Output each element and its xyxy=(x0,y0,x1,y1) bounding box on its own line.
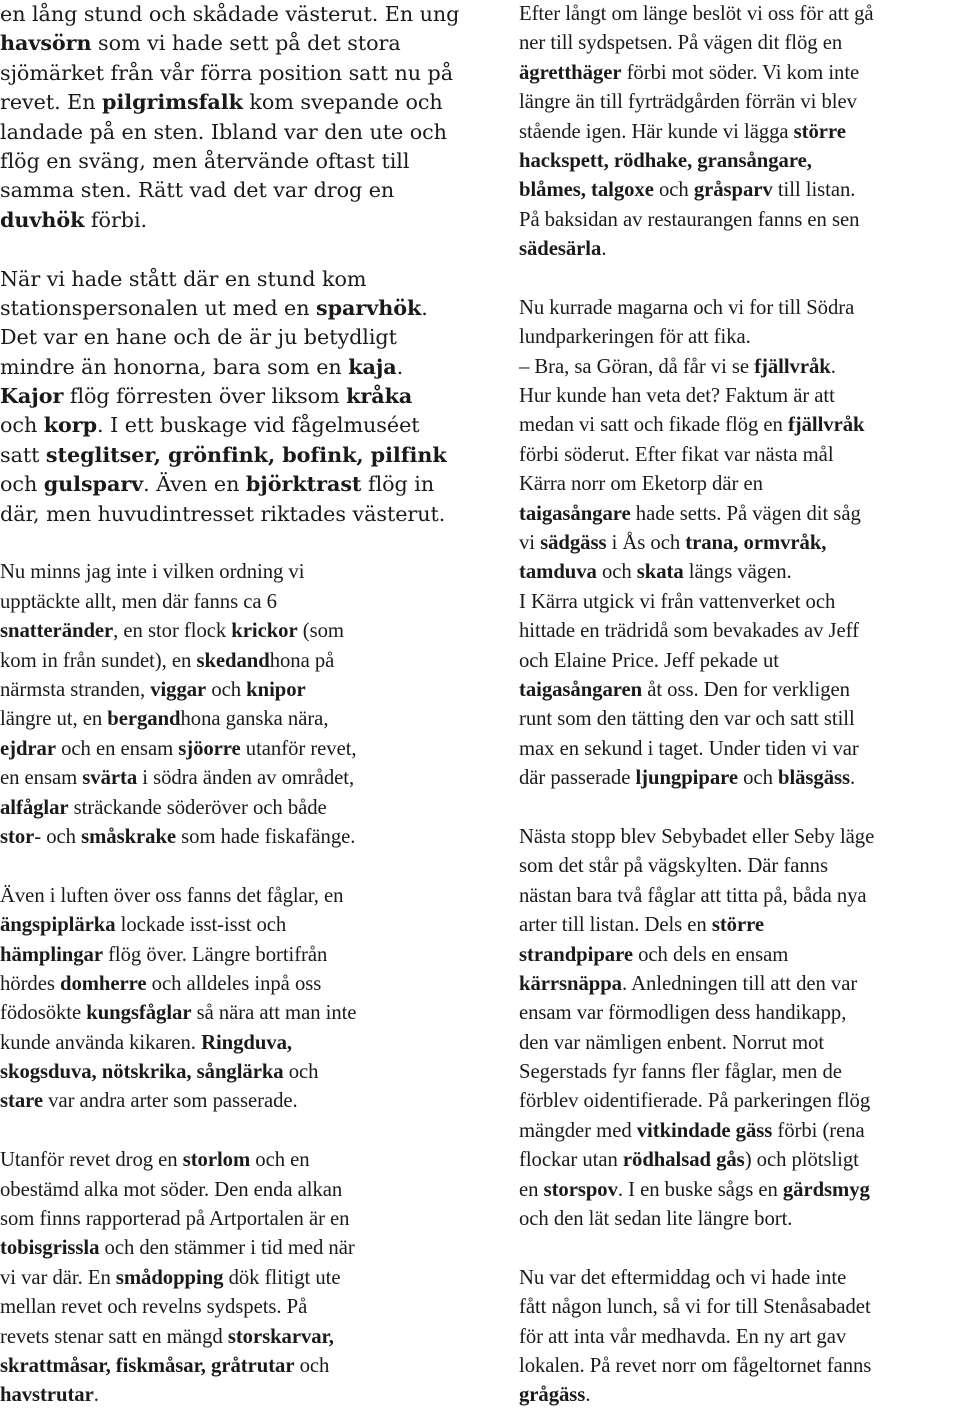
text-line xyxy=(519,999,960,1028)
text-line xyxy=(519,852,960,881)
text-line xyxy=(519,529,960,558)
text-segment: och alldeles inpå oss xyxy=(146,972,322,995)
text-line xyxy=(519,1381,960,1410)
text-segment: för att inta vår medhavda. En ny art gav xyxy=(519,1325,847,1348)
text-line xyxy=(519,1087,960,1116)
text-segment: nästan bara två fåglar att titta på, båda nya xyxy=(519,884,867,907)
species-name: domherre xyxy=(59,972,147,995)
text-line xyxy=(0,323,465,352)
species-name: krickor xyxy=(231,620,298,643)
text-segment: var andra arter som passerade. xyxy=(43,1090,298,1113)
species-name: knipor xyxy=(246,678,306,701)
text-line xyxy=(0,735,465,764)
text-segment: hona på xyxy=(269,649,335,672)
species-name: svärta xyxy=(82,767,138,790)
species-name: taigasångaren xyxy=(519,678,643,701)
text-segment: som vi hade sett på det stora xyxy=(91,31,401,56)
text-segment: Efter långt om länge beslöt vi oss för att gå xyxy=(519,3,874,25)
species-name: havsörn xyxy=(0,31,92,56)
paragraph xyxy=(519,294,960,794)
text-line xyxy=(519,1146,960,1175)
text-segment: förbi (rena xyxy=(772,1119,865,1142)
text-line xyxy=(519,647,960,676)
text-segment: och en ensam xyxy=(56,737,179,760)
text-line xyxy=(519,235,960,264)
text-line xyxy=(519,147,960,176)
text-segment: och xyxy=(0,413,44,438)
species-name: vitkindade gäss xyxy=(636,1119,773,1142)
text-segment: På baksidan av restaurangen fanns en sen xyxy=(519,208,860,231)
paragraph-gap xyxy=(0,1117,465,1146)
text-segment: När vi hade stått där en stund kom xyxy=(0,266,367,291)
text-segment: revets stenar satt en mängd xyxy=(0,1325,228,1348)
text-line xyxy=(0,1029,465,1058)
paragraph xyxy=(519,1264,960,1411)
text-segment: kom svepande och xyxy=(242,90,443,115)
text-segment: hördes xyxy=(0,972,60,995)
text-line xyxy=(519,206,960,235)
text-line xyxy=(0,176,465,205)
species-name: kråka xyxy=(346,384,413,409)
text-line xyxy=(0,1087,465,1116)
species-name: bergand xyxy=(107,708,181,731)
species-name: Ringduva, xyxy=(201,1031,293,1054)
species-name: skogsduva, nötskrika, sånglärka xyxy=(0,1061,284,1084)
species-name: viggar xyxy=(150,678,207,701)
text-line xyxy=(519,676,960,705)
text-line xyxy=(0,941,465,970)
text-segment: och xyxy=(738,767,778,790)
text-line xyxy=(0,1146,465,1175)
text-segment: längs vägen. xyxy=(683,561,792,584)
text-segment: . I ett buskage vid fågelmuséet xyxy=(97,413,420,438)
text-segment: upptäckte allt, men där fanns ca 6 xyxy=(0,590,277,613)
text-line xyxy=(0,999,465,1028)
text-segment: I Kärra utgick vi från vattenverket och xyxy=(519,590,836,613)
text-segment: mellan revet och revelns sydspets. På xyxy=(0,1296,308,1319)
text-segment: och xyxy=(0,472,44,497)
text-line xyxy=(0,705,465,734)
text-segment: lundparkeringen för att fika. xyxy=(519,326,751,349)
text-segment: . xyxy=(585,1384,591,1407)
text-line xyxy=(0,411,465,440)
species-name: snatteränder xyxy=(0,620,114,643)
species-name: alfåglar xyxy=(0,796,69,819)
text-line xyxy=(519,735,960,764)
species-name: havstrutar xyxy=(0,1384,94,1407)
text-segment: samma sten. Rätt vad det var drog en xyxy=(0,178,395,203)
species-name: blåmes, talgoxe xyxy=(519,179,654,202)
text-segment: Kärra norr om Eketorp där en xyxy=(519,473,763,496)
text-segment: och dels en ensam xyxy=(632,943,789,966)
text-segment: och en xyxy=(250,1149,310,1172)
text-segment: och Elaine Price. Jeff pekade ut xyxy=(519,649,779,672)
text-segment: åt oss. Den for verkligen xyxy=(642,678,850,701)
text-line xyxy=(0,1381,465,1410)
text-segment: . xyxy=(830,355,836,378)
text-segment: och xyxy=(653,179,694,202)
text-segment: satt xyxy=(0,442,46,467)
text-segment: arter till listan. Dels en xyxy=(519,914,712,937)
species-name: gulsparv xyxy=(43,472,144,497)
text-line xyxy=(519,323,960,352)
paragraph-gap xyxy=(0,529,465,558)
species-name: fjällvråk xyxy=(787,414,865,437)
text-segment: Utanför revet drog en xyxy=(0,1149,183,1172)
text-segment: lockade isst-isst och xyxy=(115,914,287,937)
text-segment: en lång stund och skådade västerut. En ung xyxy=(0,2,460,26)
text-segment: så nära att man inte xyxy=(191,1002,357,1025)
paragraph xyxy=(0,558,465,852)
text-segment: landade på en sten. Ibland var den ute och xyxy=(0,119,447,144)
text-segment: . xyxy=(396,354,404,379)
paragraph-gap xyxy=(519,265,960,294)
text-line xyxy=(0,441,465,470)
text-segment: i södra änden av området, xyxy=(137,767,355,790)
text-line xyxy=(0,470,465,499)
species-name: skedand xyxy=(196,649,270,672)
text-line xyxy=(519,1058,960,1087)
text-line xyxy=(519,176,960,205)
species-name: storskarvar, xyxy=(227,1325,334,1348)
text-segment: där, men huvudintresset riktades västerut. xyxy=(0,501,446,526)
species-name: kaja xyxy=(348,354,397,379)
text-segment: närmsta stranden, xyxy=(0,678,151,701)
species-name: kungsfåglar xyxy=(86,1002,192,1025)
species-name: björktrast xyxy=(245,472,362,497)
text-line xyxy=(519,294,960,323)
text-line xyxy=(0,1205,465,1234)
text-line xyxy=(519,0,960,29)
text-segment: som det står på vägskylten. Där fanns xyxy=(519,855,828,878)
text-segment: vi xyxy=(519,532,541,555)
text-line xyxy=(0,1323,465,1352)
text-line xyxy=(519,588,960,617)
species-name: gärdsmyg xyxy=(782,1178,870,1201)
text-line xyxy=(0,1176,465,1205)
text-line xyxy=(0,294,465,323)
paragraph xyxy=(0,882,465,1117)
species-name: fjällvråk xyxy=(754,355,831,378)
text-line xyxy=(0,1352,465,1381)
text-segment: medan vi satt och fikade flög en xyxy=(519,414,788,437)
species-name: sädgäss xyxy=(540,532,607,555)
text-line xyxy=(0,647,465,676)
text-segment: sjömärket från vår förra position satt nu på xyxy=(0,60,454,85)
species-name: tamduva xyxy=(519,561,597,584)
text-segment: hittade en trädridå som bevakades av Jeff xyxy=(519,620,859,643)
text-segment: flög över. Längre bortifrån xyxy=(102,943,328,966)
text-segment: flög förresten över liksom xyxy=(63,384,347,409)
text-segment: förbi söderut. Efter fikat var nästa mål xyxy=(519,443,834,466)
text-segment: – Bra, sa Göran, då får vi se xyxy=(519,355,755,378)
text-segment: mindre än honorna, bara som en xyxy=(0,354,349,379)
text-segment: (som xyxy=(297,620,344,643)
species-name: steglitser, grönfink, bofink, pilfink xyxy=(45,442,447,467)
text-segment: flög en sväng, men återvände oftast till xyxy=(0,148,410,173)
text-segment: . Anledningen till att den var xyxy=(621,972,858,995)
text-line xyxy=(0,118,465,147)
text-line xyxy=(519,970,960,999)
text-line xyxy=(519,29,960,58)
text-line xyxy=(519,1029,960,1058)
text-line xyxy=(0,1058,465,1087)
text-segment: förbi. xyxy=(84,207,148,232)
species-name: kärrsnäppa xyxy=(519,972,622,995)
text-line xyxy=(0,1234,465,1263)
text-line xyxy=(0,970,465,999)
text-segment: - och xyxy=(34,825,82,848)
text-line xyxy=(519,382,960,411)
text-segment: Nu kurrade magarna och vi for till Södra xyxy=(519,296,855,319)
text-segment: förbi mot söder. Vi kom inte xyxy=(621,61,860,84)
text-segment: och den stämmer i tid med när xyxy=(99,1237,355,1260)
paragraph xyxy=(519,823,960,1234)
species-name: sädesärla xyxy=(519,238,602,261)
text-segment: max en sekund i taget. Under tiden vi var xyxy=(519,737,859,760)
text-line xyxy=(519,823,960,852)
text-segment: lokalen. På revet norr om fågeltornet fanns xyxy=(519,1354,872,1377)
text-segment: runt som den tätting den var och satt still xyxy=(519,708,855,731)
text-segment: . Även en xyxy=(143,472,246,497)
text-segment: födosökte xyxy=(0,1002,87,1025)
species-name: smådopping xyxy=(115,1266,224,1289)
text-line xyxy=(0,147,465,176)
text-segment: Det var en hane och de är ju betydligt xyxy=(0,325,397,350)
species-name: trana, ormvråk, xyxy=(685,532,827,555)
text-segment: revet. En xyxy=(0,90,103,115)
text-segment: dök flitigt ute xyxy=(223,1266,341,1289)
text-line xyxy=(0,206,465,235)
species-name: tobisgrissla xyxy=(0,1237,100,1260)
text-line xyxy=(0,882,465,911)
text-segment: obestämd alka mot söder. Den enda alkan xyxy=(0,1178,343,1201)
text-line xyxy=(0,382,465,411)
text-line xyxy=(519,1323,960,1352)
species-name: taigasångare xyxy=(519,502,631,525)
text-segment: längre än till fyrträdgården förrän vi blev xyxy=(519,91,857,114)
species-name: större xyxy=(711,914,764,937)
text-line xyxy=(519,705,960,734)
text-line xyxy=(519,1205,960,1234)
paragraph xyxy=(519,0,960,265)
paragraph-gap xyxy=(0,235,465,264)
text-line xyxy=(0,794,465,823)
text-line xyxy=(519,558,960,587)
species-name: duvhök xyxy=(0,207,85,232)
species-name: ängspiplärka xyxy=(0,914,116,937)
text-line xyxy=(0,676,465,705)
text-segment: ensam var förmodligen dess handikapp, xyxy=(519,1002,847,1025)
text-line xyxy=(519,1176,960,1205)
text-line xyxy=(0,764,465,793)
text-segment: stående igen. Här kunde vi lägga xyxy=(519,120,794,143)
paragraph-gap xyxy=(519,794,960,823)
species-name: hämplingar xyxy=(0,943,103,966)
text-segment: . xyxy=(850,767,856,790)
text-line xyxy=(0,500,465,529)
text-segment: hona ganska nära, xyxy=(180,708,329,731)
text-segment: flög in xyxy=(361,472,435,497)
text-line xyxy=(519,911,960,940)
text-segment: som hade fiskafänge. xyxy=(176,825,356,848)
text-segment: mängder med xyxy=(519,1119,637,1142)
text-segment: Hur kunde han veta det? Faktum är att xyxy=(519,385,835,408)
text-line xyxy=(0,617,465,646)
text-line xyxy=(519,1352,960,1381)
text-line xyxy=(519,941,960,970)
paragraph-gap xyxy=(0,852,465,881)
text-line xyxy=(0,29,465,58)
text-segment: fått någon lunch, så vi for till Stenåsabadet xyxy=(519,1296,871,1319)
species-name: korp xyxy=(43,413,98,438)
text-line xyxy=(519,118,960,147)
species-name: hackspett, rödhake, gransångare, xyxy=(519,149,812,172)
species-name: stor xyxy=(0,825,35,848)
text-segment: . xyxy=(601,238,607,261)
species-name: rödhalsad gås xyxy=(622,1149,745,1172)
text-segment: . I en buske sågs en xyxy=(617,1178,783,1201)
text-line xyxy=(519,617,960,646)
text-line xyxy=(0,588,465,617)
text-segment: och xyxy=(206,678,247,701)
text-segment: förblev oidentifierade. På parkeringen flög xyxy=(519,1090,871,1113)
right-column xyxy=(519,0,960,1411)
text-segment: och xyxy=(596,561,637,584)
text-line xyxy=(519,353,960,382)
text-segment: där passerade xyxy=(519,767,636,790)
species-name: skata xyxy=(636,561,684,584)
text-segment: Nästa stopp blev Sebybadet eller Seby läge xyxy=(519,825,875,848)
text-line xyxy=(0,558,465,587)
text-segment: Segerstads fyr fanns fler fåglar, men de xyxy=(519,1061,842,1084)
paragraph-gap xyxy=(519,1234,960,1263)
text-line xyxy=(0,1264,465,1293)
text-line xyxy=(0,88,465,117)
text-segment: i Ås och xyxy=(606,532,686,555)
text-segment: en ensam xyxy=(0,767,83,790)
text-line xyxy=(519,470,960,499)
text-line xyxy=(519,500,960,529)
text-segment: . xyxy=(93,1384,99,1407)
paragraph xyxy=(0,265,465,530)
species-name: större xyxy=(793,120,846,143)
text-line xyxy=(519,1117,960,1146)
text-line xyxy=(519,764,960,793)
species-name: sjöorre xyxy=(178,737,241,760)
text-segment: Nu var det eftermiddag och vi hade inte xyxy=(519,1266,847,1289)
text-segment: Även i luften över oss fanns det fåglar, en xyxy=(0,884,344,907)
species-name: ägretthäger xyxy=(519,61,622,84)
text-line xyxy=(0,911,465,940)
text-line xyxy=(519,88,960,117)
text-segment: och xyxy=(283,1061,319,1084)
text-line xyxy=(0,1293,465,1322)
species-name: skrattmåsar, fiskmåsar, gråtrutar xyxy=(0,1354,295,1377)
species-name: ljungpipare xyxy=(635,767,739,790)
species-name: bläsgäss xyxy=(777,767,851,790)
left-column xyxy=(0,0,465,1411)
text-segment: . xyxy=(421,295,428,320)
text-segment: ) och plötsligt xyxy=(744,1149,859,1172)
text-segment: stationspersonalen ut med en xyxy=(0,295,317,320)
text-line xyxy=(519,441,960,470)
text-line xyxy=(519,882,960,911)
paragraph xyxy=(0,1146,465,1411)
text-line xyxy=(0,59,465,88)
text-segment: som finns rapporterad på Artportalen är en xyxy=(0,1208,350,1231)
species-name: storlom xyxy=(182,1149,251,1172)
text-segment: längre ut, en xyxy=(0,708,108,731)
species-name: sparvhök xyxy=(316,295,422,320)
text-segment: och den lät sedan lite längre bort. xyxy=(519,1208,793,1231)
text-line xyxy=(0,353,465,382)
text-segment: kunde använda kikaren. xyxy=(0,1031,202,1054)
text-line xyxy=(519,59,960,88)
text-segment: , en stor flock xyxy=(113,620,232,643)
text-segment: hade setts. På vägen dit såg xyxy=(630,502,861,525)
text-segment: en xyxy=(519,1178,544,1201)
species-name: småskrake xyxy=(81,825,177,848)
text-segment: vi var där. En xyxy=(0,1266,116,1289)
text-segment: Nu minns jag inte i vilken ordning vi xyxy=(0,561,305,584)
text-segment: sträckande söderöver och både xyxy=(68,796,327,819)
species-name: strandpipare xyxy=(519,943,633,966)
species-name: stare xyxy=(0,1090,44,1113)
species-name: storspov xyxy=(543,1178,618,1201)
text-line xyxy=(519,1293,960,1322)
text-segment: flockar utan xyxy=(519,1149,623,1172)
text-segment: och xyxy=(294,1354,330,1377)
text-segment: kom in från sundet), en xyxy=(0,649,197,672)
species-name: ejdrar xyxy=(0,737,56,760)
text-line xyxy=(519,1264,960,1293)
paragraph xyxy=(0,0,465,235)
text-segment: utanför revet, xyxy=(240,737,357,760)
text-segment: ner till sydspetsen. På vägen dit flög en xyxy=(519,32,843,55)
text-segment: till listan. xyxy=(772,179,856,202)
species-name: gråsparv xyxy=(693,179,773,202)
text-line xyxy=(519,411,960,440)
species-name: grågäss xyxy=(519,1384,586,1407)
text-segment: den var nämligen enbent. Norrut mot xyxy=(519,1031,825,1054)
text-line xyxy=(0,823,465,852)
text-line xyxy=(0,0,465,29)
species-name: Kajor xyxy=(0,384,64,409)
species-name: pilgrimsfalk xyxy=(102,90,243,115)
text-line xyxy=(0,265,465,294)
